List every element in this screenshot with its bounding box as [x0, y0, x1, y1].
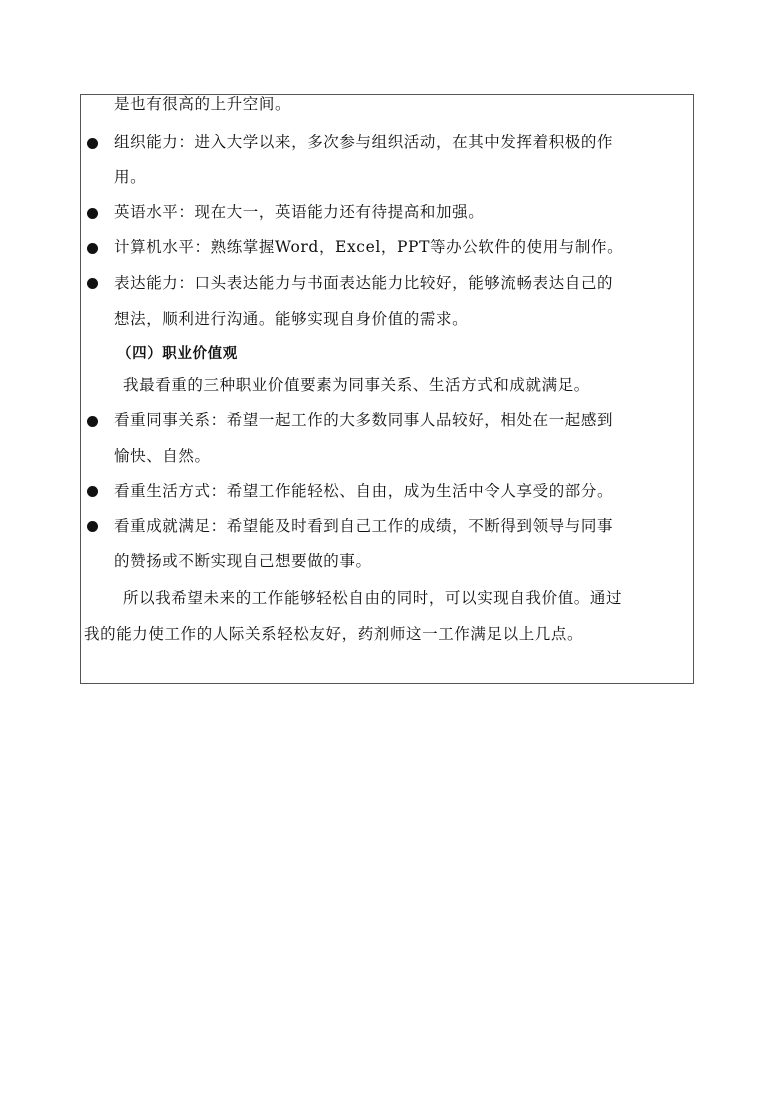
ability-computer-line1: 计算机水平：熟练掌握Word，Excel，PPT等办公软件的使用与制作。	[114, 238, 624, 256]
ability-organization-line2: 用。	[114, 168, 147, 186]
value-achievement-line1: 看重成就满足：希望能及时看到自己工作的成绩，不断得到领导与同事	[114, 517, 614, 535]
conclusion-line1: 所以我希望未来的工作能够轻松自由的同时，可以实现自我价值。通过	[123, 589, 623, 607]
ability-organization-line1: 组织能力：进入大学以来，多次参与组织活动，在其中发挥着积极的作	[114, 133, 614, 151]
ability-expression-line2: 想法，顺利进行沟通。能够实现自身价值的需求。	[114, 310, 469, 328]
paragraph-continuation: 是也有很高的上升空间。	[114, 95, 292, 113]
conclusion-line2: 我的能力使工作的人际关系轻松友好，药剂师这一工作满足以上几点。	[84, 625, 584, 643]
bullet-icon	[87, 416, 98, 427]
bullet-icon	[87, 278, 98, 289]
ability-english-line1: 英语水平：现在大一，英语能力还有待提高和加强。	[114, 203, 485, 221]
bullet-icon	[87, 486, 98, 497]
bullet-icon	[87, 138, 98, 149]
value-colleagues-line1: 看重同事关系：希望一起工作的大多数同事人品较好，相处在一起感到	[114, 411, 614, 429]
value-colleagues-line2: 愉快、自然。	[114, 447, 211, 465]
value-lifestyle-line1: 看重生活方式：希望工作能轻松、自由，成为生活中令人享受的部分。	[114, 482, 614, 500]
bullet-icon	[87, 521, 98, 532]
values-intro: 我最看重的三种职业价值要素为同事关系、生活方式和成就满足。	[123, 376, 590, 394]
bullet-icon	[87, 243, 98, 254]
ability-expression-line1: 表达能力：口头表达能力与书面表达能力比较好，能够流畅表达自己的	[114, 274, 614, 292]
bullet-icon	[87, 208, 98, 219]
section-heading: （四）职业价值观	[117, 346, 238, 362]
value-achievement-line2: 的赞扬或不断实现自己想要做的事。	[114, 552, 372, 570]
